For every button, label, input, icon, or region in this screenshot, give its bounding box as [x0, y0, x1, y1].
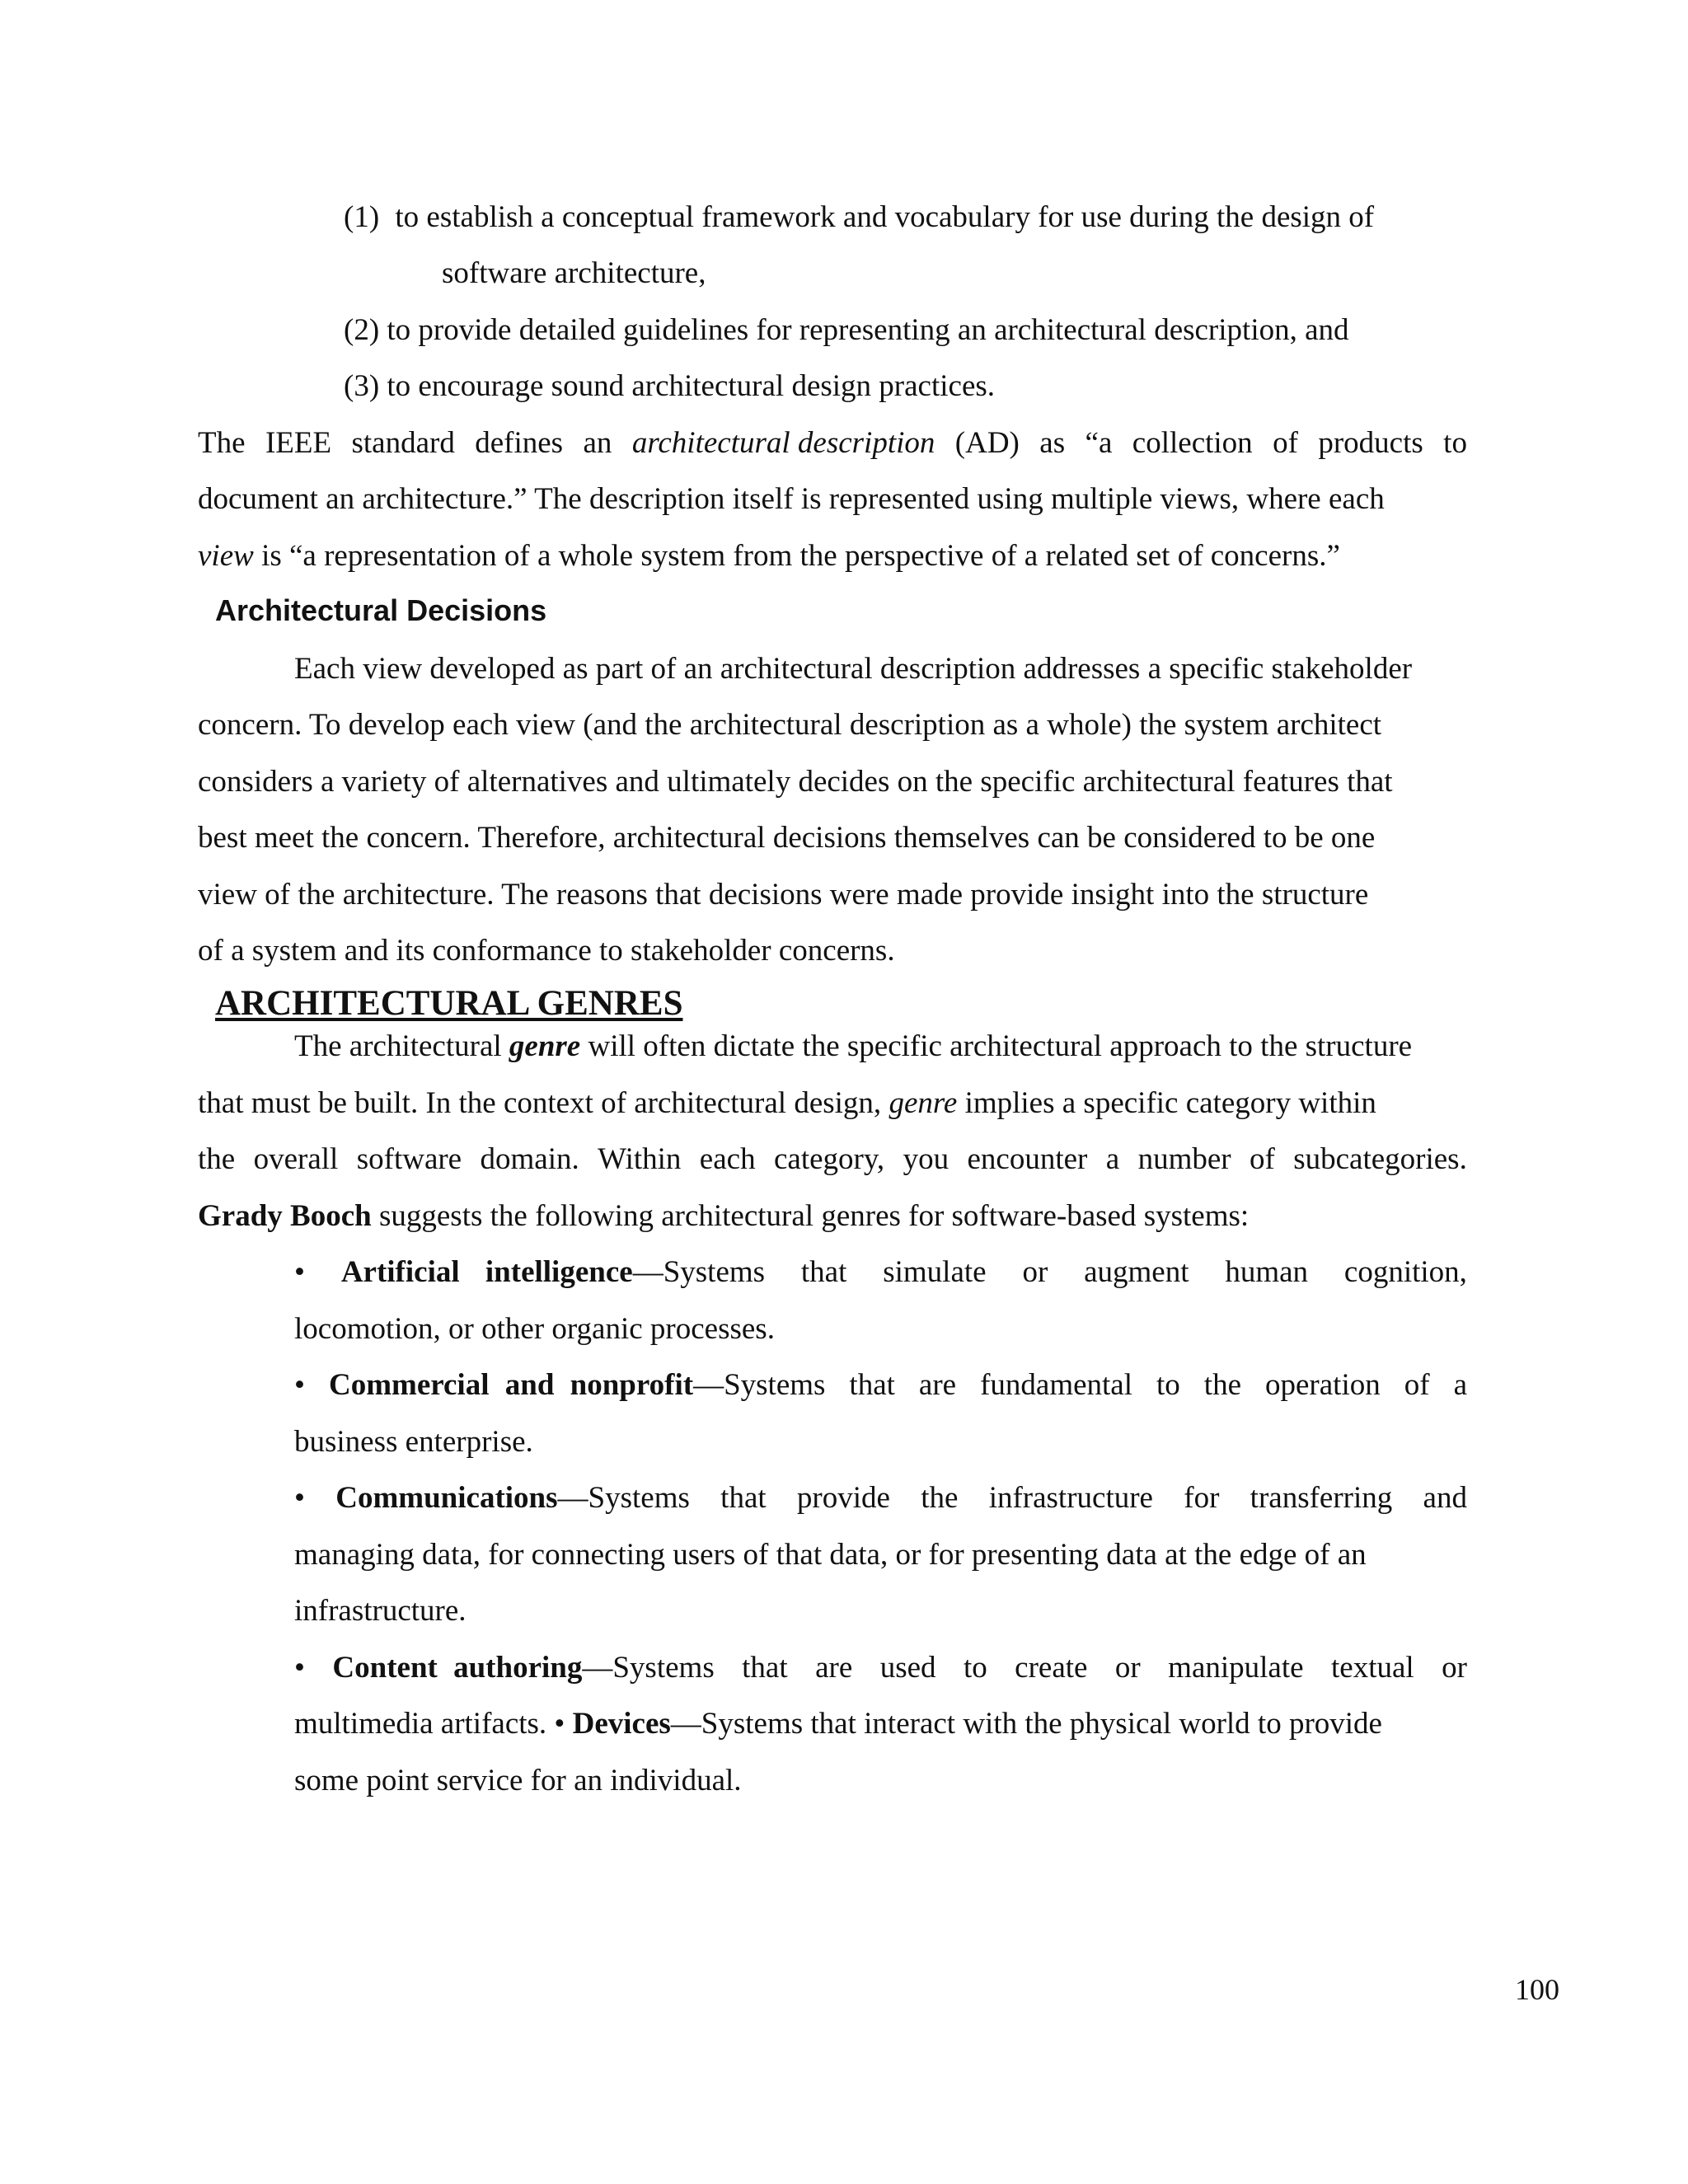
list-text: to establish a conceptual framework and vocabulary for use during the design of: [395, 200, 1375, 234]
term-view: view: [198, 539, 254, 573]
decisions-paragraph-line-2: concern. To develop each view (and the architectural description as a whole) the system architect: [198, 708, 1382, 742]
term-genre: genre: [509, 1029, 581, 1063]
bullet-content-authoring-line-2: multimedia artifacts. • Devices—Systems that interact with the physical world to provide: [294, 1707, 1382, 1741]
term-genre: genre: [889, 1086, 958, 1120]
decisions-paragraph-line-3: considers a variety of alternatives and ultimately decides on the specific architectural features that: [198, 765, 1393, 799]
ieee-paragraph-line-1: The IEEE standard defines an architectural description (AD) as “a collection of products to: [198, 426, 1467, 460]
ieee-paragraph-line-3: view is “a representation of a whole system from the perspective of a related set of concerns.”: [198, 539, 1340, 573]
genre-term: Commercial and nonprofit: [328, 1368, 694, 1402]
bullet-commercial-nonprofit-line-1: • Commercial and nonprofit—Systems that are fundamental to the operation of a: [294, 1368, 1467, 1402]
genre-term-devices: Devices: [572, 1707, 671, 1741]
decisions-paragraph-line-6: of a system and its conformance to stakeholder concerns.: [198, 934, 895, 968]
section-heading-architectural-genres: ARCHITECTURAL GENRES: [215, 984, 683, 1023]
decisions-paragraph-line-4: best meet the concern. Therefore, architectural decisions themselves can be considered to be one: [198, 821, 1376, 855]
genre-term: Content authoring: [332, 1651, 583, 1685]
bullet-communications-line-3: infrastructure.: [294, 1594, 467, 1628]
bullet-marker: •: [294, 1651, 305, 1685]
bullet-marker: •: [294, 1481, 305, 1515]
genre-term: Communications: [335, 1481, 558, 1515]
decisions-paragraph-line-5: view of the architecture. The reasons that decisions were made provide insight into the structure: [198, 878, 1369, 912]
bullet-artificial-intelligence-line-1: • Artificial intelligence—Systems that simulate or augment human cognition,: [294, 1255, 1467, 1289]
term-architectural-description: architectural description: [631, 426, 935, 460]
list-item-1-line-1: [344, 202, 1374, 232]
genres-paragraph-line-4: Grady Booch suggests the following architectural genres for software-based systems:: [198, 1199, 1250, 1233]
genres-paragraph-line-3: the overall software domain. Within each category, you encounter a number of subcategories.: [198, 1142, 1467, 1176]
bullet-communications-line-1: • Communications—Systems that provide the infrastructure for transferring and: [294, 1481, 1467, 1515]
genre-term: Artificial intelligence: [340, 1255, 633, 1289]
decisions-paragraph-line-1: Each view developed as part of an architectural description addresses a specific stakeholder: [294, 652, 1413, 686]
list-item-3: (3) to encourage sound architectural design practices.: [344, 369, 996, 403]
author-name: Grady Booch: [198, 1199, 372, 1233]
list-item-1-line-2: software architecture,: [442, 256, 706, 290]
bullet-marker: •: [294, 1368, 305, 1402]
list-marker: (1): [344, 200, 380, 234]
bullet-communications-line-2: managing data, for connecting users of that data, or for presenting data at the edge of an: [294, 1538, 1367, 1572]
bullet-content-authoring-line-3: some point service for an individual.: [294, 1764, 742, 1797]
bullet-artificial-intelligence-line-2: locomotion, or other organic processes.: [294, 1312, 775, 1346]
section-heading-architectural-decisions: Architectural Decisions: [215, 593, 547, 627]
page-number: 100: [1515, 1973, 1559, 2006]
bullet-content-authoring-line-1: • Content authoring—Systems that are used to create or manipulate textual or: [294, 1651, 1467, 1685]
genres-paragraph-line-1: The architectural genre will often dictate the specific architectural approach to the structure: [294, 1029, 1413, 1063]
bullet-marker: •: [294, 1255, 305, 1289]
bullet-commercial-nonprofit-line-2: business enterprise.: [294, 1425, 533, 1459]
list-item-2: (2) to provide detailed guidelines for representing an architectural description, and: [344, 313, 1349, 347]
genres-paragraph-line-2: that must be built. In the context of architectural design, genre implies a specific category within: [198, 1086, 1376, 1120]
ieee-paragraph-line-2: document an architecture.” The description itself is represented using multiple views, where each: [198, 482, 1385, 516]
